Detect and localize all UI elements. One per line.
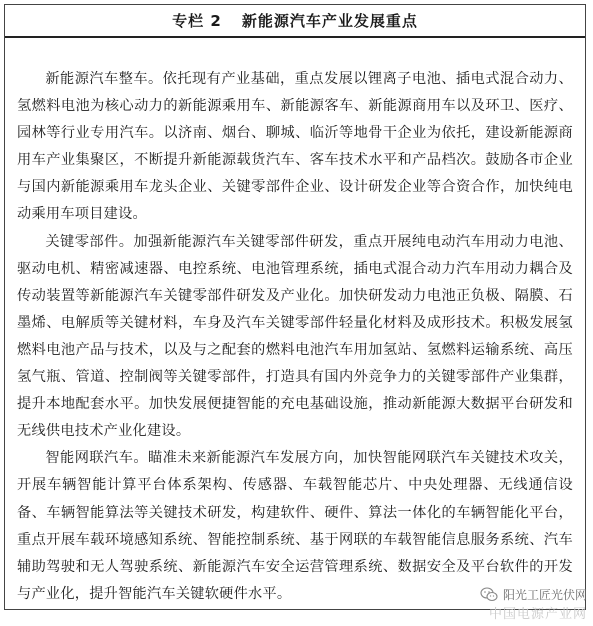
watermark-account-row bbox=[480, 586, 587, 603]
box-header bbox=[5, 5, 585, 38]
wechat-icon bbox=[480, 587, 498, 602]
watermark-account: 阳光工匠光伏网 bbox=[502, 588, 587, 602]
watermark bbox=[480, 586, 587, 622]
paragraph-components: 关键零部件。加强新能源汽车关键零部件研发，重点开展纯电动汽车用动力电池、驱动电机、精密减速器、电控系统、电池管理系统，插电式混合动力汽车用动力耦合及传动装置等新能源汽车关键零部件研发及产业化。加快研发动力电池正负极、隔膜、石墨烯、电解质等关键材料，车身及汽车关键零部件轻量化材料及成形技术。积极发展氢燃料电池产品与技术，以及与之配套的燃料电池汽车用加氢站、氢燃料运输系统、高压氢气瓶、管道、控制阀等关键零部件，打造具有国内外竞争力的关键零部件产业集群，提升本地配套水平。加快发展便捷智能的充电基础设施，推动新能源大数据平台研发和无线供电技术产业化建设。 bbox=[17, 233, 573, 440]
box-title: 新能源汽车产业发展重点 bbox=[241, 12, 418, 30]
box-label: 专栏 2 bbox=[172, 12, 222, 30]
paragraph-connected-vehicles: 智能网联汽车。瞄准未来新能源汽车发展方向，加快智能网联汽车关键技术攻关，开展车辆智能计算平台体系架构、传感器、车载智能芯片、中央处理器、无线通信设备、车辆智能算法等关键技术研发，构建软件、硬件、算法一体化的车辆智能化平台，重点开展车载环境感知系统、智能控制系统、基于网联的车载智能信息服务系统、汽车辅助驾驶和无人驾驶系统、新能源汽车安全运营管理系统、数据安全及平台软件的开发与产业化，提升智能汽车关键软硬件水平。 bbox=[17, 450, 573, 602]
feature-box bbox=[4, 4, 586, 610]
watermark-brand: 中国电源产业网 bbox=[488, 607, 587, 622]
paragraph-vehicles: 新能源汽车整车。依托现有产业基础，重点发展以锂离子电池、插电式混合动力、氢燃料电池为核心动力的新能源乘用车、新能源客车、新能源商用车以及环卫、医疗、园林等行业专用汽车。以济南、烟台、聊城、临沂等地骨干企业为依托，建设新能源商用车产业集聚区，不断提升新能源载货汽车、客车技术水平和产品档次。鼓励各市企业与国内新能源乘用车龙头企业、关键零部件企业、设计研发企业等合资合作，加快纯电动乘用车项目建设。 bbox=[17, 71, 573, 223]
box-body bbox=[5, 38, 585, 608]
